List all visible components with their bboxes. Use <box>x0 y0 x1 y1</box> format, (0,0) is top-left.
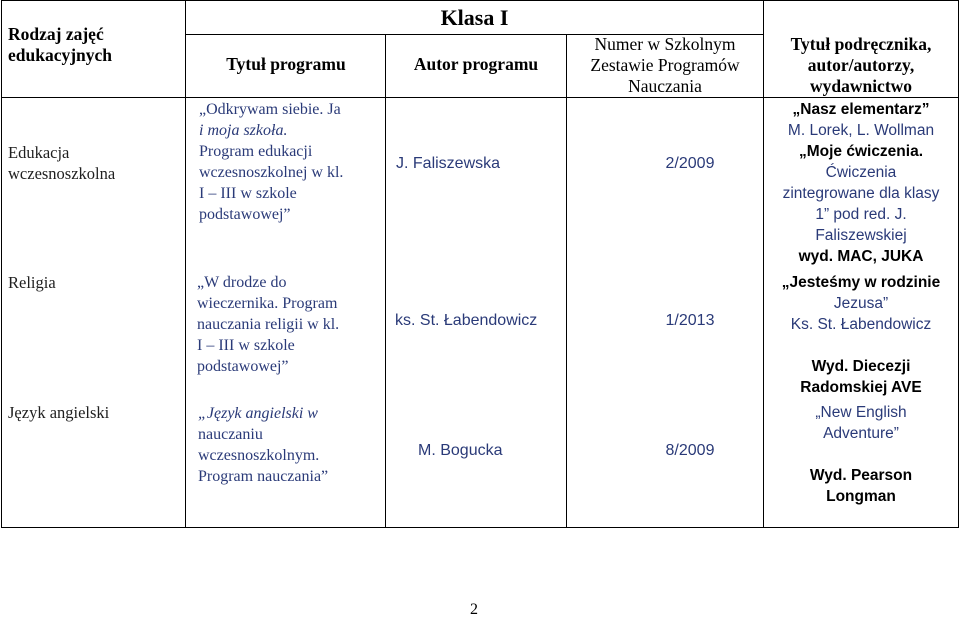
row-subject: Język angielski <box>8 403 110 422</box>
row-textbook: „Jesteśmy w rodzinie Jezusa” Ks. St. Łabendowicz Wyd. Diecezji Radomskiej AVE <box>781 274 941 396</box>
row-textbook: „New English Adventure” Wyd. Pearson Longman <box>809 404 913 505</box>
row-program-title: „Odkrywam siebie. Ja i moja szkoła. Program edukacji wczesnoszkolnej w kl. I – III w szkole podstawowej” <box>199 101 344 223</box>
row-author: J. Faliszewska <box>396 155 501 172</box>
table-border-right <box>958 0 959 528</box>
table-border-left <box>1 0 2 528</box>
page-number: 2 <box>470 601 478 618</box>
row-author: ks. St. Łabendowicz <box>395 312 538 329</box>
table-border-top <box>1 0 959 1</box>
row-program-title: „Język angielski w nauczaniu wczesnoszkolnym. Program nauczania” <box>198 405 329 485</box>
header-bottom-line <box>1 97 959 98</box>
row-program-title: „W drodze do wieczernika. Program nauczania religii w kl. I – III w szkole podstawowej” <box>197 274 340 375</box>
row-number: 8/2009 <box>665 442 715 459</box>
col-header-number: Numer w Szkolnym Zestawie Programów Nauczania <box>590 34 740 96</box>
row-number: 2/2009 <box>665 155 715 172</box>
col-header-author: Autor programu <box>413 54 539 74</box>
row-subject: Edukacja wczesnoszkolna <box>8 143 116 183</box>
column-divider <box>185 0 186 528</box>
corner-header: Rodzaj zajęć edukacyjnych <box>8 24 113 65</box>
row-author: M. Bogucka <box>418 442 503 459</box>
row-textbook: „Nasz elementarz” M. Lorek, L. Wollman „Moje ćwiczenia. Ćwiczenia zintegrowane dla klasy 1” pod red. J. Faliszewskiej wyd. MAC, JUKA <box>782 101 940 265</box>
class-title: Klasa I <box>440 5 509 30</box>
col-header-textbook: Tytuł podręcznika, autor/autorzy, wydawnictwo <box>790 34 932 96</box>
table-border-bottom <box>1 527 959 528</box>
column-divider <box>385 34 386 528</box>
row-number: 1/2013 <box>665 312 715 329</box>
row-subject: Religia <box>8 273 56 292</box>
col-header-title: Tytuł programu <box>226 54 346 74</box>
